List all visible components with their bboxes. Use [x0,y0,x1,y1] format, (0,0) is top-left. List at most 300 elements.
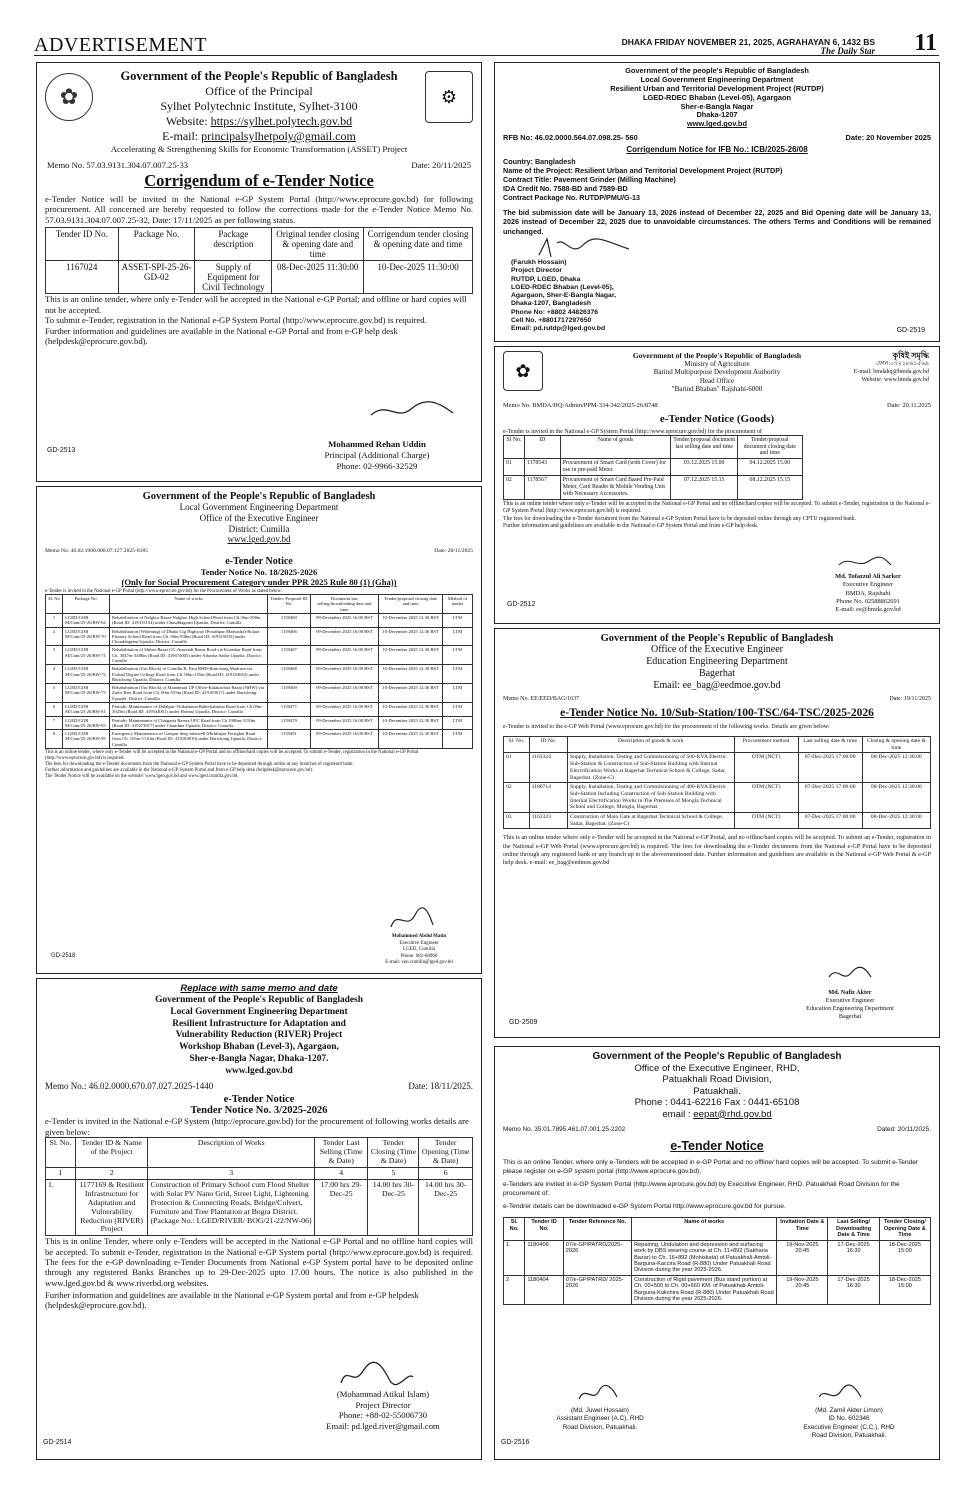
signer-name: (Md. Juwel Hossain) [571,1407,629,1414]
note: Further information and guidelines are available in the National e-GP System Portal and from e-GP help desk. [503,522,759,529]
gd-number: GD-2516 [501,1439,530,1446]
authority: Barind Multipurpose Development Authority [653,368,781,377]
cell: Construction of Rigid pavement (Bus stand portion) at Ch. 00+500 to Ch. 00+660 KM. of Patuakhali-Amtoli-Barguna-Kakchira Road (R-880) Under Patuakhali Road Division during the year 2025-2026. [632,1275,777,1304]
table-row [46,665,473,684]
ad-sylhet-polytechnic [36,62,482,482]
city: Dhaka-1207 [696,110,738,120]
cell: LTM [443,665,473,684]
tender-table [503,736,931,829]
cell: 1180406 [525,1240,563,1275]
cell: Procurement of Smart Card Based Pre-Paid Meter, Card Reader & Mobile Vending Unit with Necessary Accessories. [560,476,670,500]
section-title: ADVERTISEMENT [34,34,208,56]
cell: Periodic Maintenance of Chaigaria Barera UPC Road from Ch.1000m-3150m (Road ID: 419273017) under Chandina Upazila, District: Cumilla [110,716,268,730]
website-link[interactable]: www.lged.gov.bd [687,119,747,129]
cell: 10-December 2025 12.30 BST [379,716,443,730]
cell: 03 [504,813,530,829]
note: The Tender Notice will be available on the website: www.lged.gov.bd and www.lged.cumilla.gov.bd [45,773,238,779]
signer-name: Mohammed Abdul Matin [391,934,447,939]
table-header: Tender Closing (Time & Date) [368,1137,419,1167]
notice-title: e-Tender Notice [225,556,293,568]
tender-table [45,1137,473,1237]
cell: 1178567 [524,476,560,500]
signature-icon [835,553,895,571]
cell: 4 [314,1167,367,1179]
ad-eed-bagerhat [494,628,940,1038]
cell: 1163323 [529,813,567,829]
table-row [46,627,473,646]
cell: Periodic Maintenance of Dulalpur-Vitikalmina Baherkalmina Road from Ch.00m-3925m (Road ID: 419544001) under Homna Upazila, District: Cumilla [110,702,268,716]
cell: Rehabilitation of Nalghor Bazar-Nalghor High School Road from Ch.36m-290m (Road ID: 419315134) under Chouddagram Upazila, District: Cumilla [110,614,268,628]
notice-title: Corrigendum Notice for IFB No.: ICB/2025-26/08 [626,145,808,155]
table-header: Original tender closing & opening date and time [272,228,364,261]
signer-line: Road Division, Patuakhali. [811,1431,887,1439]
email: Email: ee_bag@eedmoe.gov.bd [653,680,781,691]
website: Website: www.bmda.gov.bd [861,376,929,383]
cell: Supply, Installation, Testing and Commissioning of 500-KVA Electric Sub-Station & Construction of Sub-Station Building with Internal Electrification Works at Bagerhat Technical School & College, Sadar, Bagerhat. (Zone-C) [568,753,735,783]
table-header: Tender Closing/ Opening Date & Time [879,1218,930,1240]
intro: e-Tender is invited in the National e-GP System Portal (http://www.eprocure.gov.bd) for the procurement of [503,428,762,435]
intro: e-Tender is invited in the National e-GP Portal (http://www.eprocure.gov.bd) for the Procurement of Works as stated below: [45,589,283,595]
office: Office of the Principal [205,84,313,98]
paper-name: The Daily Star [820,46,875,56]
cell: Emergency Maintenance of Gazipur deep tubewell-Mithilapar Ferrighat Road from Ch. 105m-1110m (Road ID: 419184010) under Burichong Upazila, District: Cumilla [110,730,268,749]
cell: 10-December 2025 12.30 BST [379,614,443,628]
table-row [504,753,931,783]
gd-number: GD-2513 [47,447,76,454]
table-row [46,646,473,665]
district: District: Cumilla [228,523,290,534]
signer-line: ID No. 602346 [828,1415,870,1423]
signer-line: Road Division, Patuakhali. [562,1423,638,1431]
cell: Supply of Equipment for Civil Technology [195,261,272,294]
table-row [46,716,473,730]
email-link[interactable]: eepat@rhd.gov.bd [693,1108,772,1120]
cell: 1159460 [268,614,311,628]
note: This is an online tender where only e-Tender will be accepted in the National e-GP Portal, and no offline/hard copies will be accepted. To submit an e-Tender, registration in the National e-GP Web Portal (www.eprocure.gov.bd) is required. The fees for downloading the e-Tender documents from the National e-GP Portal have to be deposited online through any registered bank or any branch up to the abovementioned date. Further information and guidelines are available in the National e-GP Web Portal & e-GP help desk. e-mail: ee_bag@eedmoe.gov.bd [503,834,931,866]
signature-icon [575,1383,621,1405]
cell: 04.12.2025 15.00 [738,459,803,476]
cell: 09-December 2025 16:00 BST [310,646,378,665]
table-header: Tender ID No. [525,1218,563,1240]
cell: 01 [504,753,530,783]
gd-number: GD-2514 [43,1439,72,1446]
signer-line: Phone No: +8802 44826376 [511,308,599,316]
address: Sher-e-Bangla Nagar, Dhaka-1207. [189,1053,329,1064]
signer-line: Executive Engineer [825,997,875,1005]
gd-number: GD-2509 [509,1019,538,1026]
signer-line: Assistant Engineer (A.C), RHD [556,1415,644,1423]
gov-title: Government of the People's Republic of Bangladesh [600,633,834,644]
note: To submit e-Tender, registration in the National e-GP System Portal (http://www.eprocure.gov.bd) is required. [45,315,427,326]
cell: 19-Nov-2025 20:45 [777,1240,828,1275]
table-row [504,1275,931,1304]
cell: 1159468 [268,665,311,684]
ad-rhd-patuakhali [494,1046,940,1460]
gd-number: GD-2518 [51,953,76,959]
notice-sub: (Only for Social Procurement Category under PPR 2025 Rule 80 (1) (Gha)) [121,577,397,588]
dept: Local Government Engineering Department [179,502,339,512]
intro: e-Tender Notice will be invited in the National e-GP System Portal (http://www.eprocure.gov.bd) for following procurement. All concerned are hereby requested to follow the corrections made for the e-Tender Notice Memo No. 57.03.9131.304.07.007.25-32, Date: 17/11/2025 as per following status. [45,194,473,225]
cell: LTM [443,684,473,703]
cell: 09-December 2025 16:00 BST [310,614,378,628]
cell: 14.00 hrs 30-Dec-25 [368,1179,419,1236]
cell: 08-Dec-2025 11:30:00 [272,261,364,294]
signer-line: Project Director [511,267,562,275]
project: Resilient Infrastructure for Adaptation and [172,1018,346,1029]
cell: LTM [443,730,473,749]
dept: Local Government Engineering Department [640,74,794,84]
signer-line: Email: pd.rutdp@lged.gov.bd [511,325,606,333]
cell: 10-December 2025 12.30 BST [379,684,443,703]
signer-line: LGED-RDEC Bhaban (Level-05), [511,283,614,291]
signature-icon [387,907,437,933]
address: "Barind Bhaban" Rajshahi-6000 [671,385,763,394]
project: Accelerating & Strengthening Skills for Economic Transformation (ASSET) Project [110,144,408,154]
table-header: Description of Works [148,1137,315,1167]
table-header: Document last selling/downloading date and time [310,595,378,614]
email-link[interactable]: principalsylhetpoly@gmail.com [201,129,356,143]
signer-line: BMDA, Rajshahi [845,589,891,597]
paragraph: e-Tenders are invited in e-GP System Portal (http://www.eprocure.gov.bd) by Executive Engineer, RHD, Patuakhali Road Division for the procurement of: [503,1180,900,1197]
issue-date: DHAKA FRIDAY NOVEMBER 21, 2025, AGRAHAYAN 6, 1432 BS [621,37,875,47]
cell: Rehabilitation (Uni Block) of Mainamati UP Office-Kalakachua Bazar (NHW) via Zafor Bari Road from Ch. 00m-533m (Road ID: 419183017) under Burichong Upazila, District: Cumilla [110,684,268,703]
institute: Sylhet Polytechnic Institute, Sylhet-3100 [160,99,358,113]
cell: 07.12.2025 15.15 [671,476,738,500]
cell: 1180404 [525,1275,563,1304]
cell: 1180714 [529,783,567,813]
gov-title: Government of the People's Republic of Bangladesh [142,491,376,502]
signer-line: E-mail: xen.cumilla@lged.gov.bd [385,960,453,965]
email: E-mail: bmdahq@bmda.gov.bd [853,369,929,376]
intro: e-Tender is invited in the National e-GP System (http://eprocure.gov.bd) for the procurement of following works details are given below: [45,1116,469,1137]
signer-title: Principal (Additional Charge) [324,449,430,460]
cell: 1163324 [529,753,567,783]
cell: LGED/GOB M/Cum/25-26/RW-70 [63,627,110,646]
cell: 1178543 [524,459,560,476]
cell: 09-December 2025 16:00 BST [310,684,378,703]
cell: 17-Dec-2025 16:30 [828,1275,879,1304]
table-header: Invitation Date & Time [777,1218,828,1240]
intro: e-Tender is invited to the e-GP Web Portal (www.eprocure.gov.bd) for the procurement of the following works. Details are given below: [503,724,830,730]
phone: ফোন:০৭২১৮৬১৫৬৯ [876,361,929,368]
notice-title: e-Tender Notice No. 10/Sub-Station/100-TSC/64-TSC/2025-2026 [560,707,874,719]
cell: 09-December 2025 16:00 BST [310,627,378,646]
signer-line: Dhaka-1207, Bangladesh [511,300,592,308]
cell: 1159479 [268,716,311,730]
date: Date: 20/11/2025 [434,548,473,555]
signer-name: (Md. Zamil Akter Limon) [815,1407,883,1414]
signer-name: (Farukh Hossain) [511,259,567,266]
table-header: Sl. No. [504,1218,525,1240]
table-header: Package No. [118,228,195,261]
cell: 02 [504,783,530,813]
cell: OTM (NCT) [734,783,798,813]
cell: 09-December 2025 16:00 BST [310,702,378,716]
notice-title: e-Tender Notice (Goods) [659,412,775,425]
cell: OTM (NCT) [734,813,798,829]
table-header: ID No. [529,737,567,753]
masthead [34,30,939,56]
tender-table [45,594,473,749]
note: Further information and guidelines are available in the National e-GP Portal and from e-GP help desk (helpdesk@eprocure.gov.bd). [45,325,398,347]
table-row [46,730,473,749]
cell: ASSET-SPI-25-26-GD-02 [118,261,195,294]
cell: 07/e-GP/PATRD/2025-2026 [563,1240,631,1275]
signer-line: Executive Engineer (C.C.), RHD [803,1423,895,1431]
signer-line: Executive Engineer [399,940,439,946]
date: Date: 19/11/2025 [889,696,931,702]
dept: Education Engineering Department [646,656,788,667]
note: The fees for downloading the e-Tender document from the National e-GP System Portal have to be deposited online through any CPTU registered bank. [503,515,857,522]
signer-line: Education Engineering Department [806,1005,894,1013]
cell: 2 [75,1167,148,1179]
cell: 1159491 [268,730,311,749]
signature-icon [825,963,875,985]
cell: Rehabilitation (Uni Block) of Comilla B. Para RHD-Burichong Madrasa via Ershad Degree College Road from Ch. 00m-235m (Road ID: 419184043) under Burichong Upazila, District: Cumilla [110,665,268,684]
cell: 08-Dec-2025 12:30:00 [862,783,930,813]
note: This is an online tender, where only e-Tender will be accepted in the National e-GP Portal and no offline/hard copies will be accepted. To submit e-Tender, registration in the National e-GP Portal (http://www.eprocure.gov.bd) is required. [45,749,419,761]
cell: 1159477 [268,702,311,716]
rfb: RFB No: 46.02.0000.564.07.098.25- 560 [503,133,638,143]
cell: 1 [46,1167,76,1179]
cell: 5 [368,1167,419,1179]
page-number: 11 [914,30,937,56]
cell: 2 [504,1275,525,1304]
signer-line: Executive Engineer [842,581,894,589]
office: Office of the Executive Engineer, RHD, [634,1062,800,1074]
signer-line: RUTDP, LGED, Dhaka [511,275,581,283]
table-header: Package description [195,228,272,261]
note: Further information and guidelines are available in the National e-GP System Portal and from e-GP help desk (helpdesk@eprocure.gov.bd). [45,767,314,773]
email-label: email : [662,1108,694,1120]
ad-lged-river [36,978,482,1460]
gov-title: Government of the People's Republic of Bangladesh [120,69,398,83]
cell: Rehabilitation of Shiber Bazar GC-Amratali Bazar Road via Kotashar Road from Ch. 3047m-3480m (Road ID: 419674005) under Adarsha Sadar Upazila, District: Cumilla [110,646,268,665]
table-header: Tender ID & Name of the Project [75,1137,148,1167]
memo: Memo No. 35.01.7895.461.07.001.25-2202 [503,1126,626,1133]
cell: 02 [504,476,525,500]
table-row [504,783,931,813]
table-header: Tender/proposal document last selling date and time [671,435,738,459]
cell: 09-December 2025 16:00 BST [310,716,378,730]
cell: LGED/GOB M/Cum/25-26/RW-72 [63,665,110,684]
cell: 01 [504,459,525,476]
cell: Repairing, Undulation and depression and surfacing work by DBS wearing course at Ch. 11+892 (Sakharia Bazar) to Ch. 16+892 (Mohiskata) of Patuakhali-Amtoli-Barguna-Kaccira Road (R-880) Under Patuakhali Road Division during the year 2025-2026. [632,1240,777,1275]
table-row [504,1240,931,1275]
cell: 1159466 [268,627,311,646]
cell: Construction of Main Gate at Bagerhat Technical School & College, Sadar, Bagerhat. (Zone-C) [568,813,735,829]
table-header: Sl No. [504,435,525,459]
cell: 10-December 2025 12.30 BST [379,665,443,684]
signer-line: Phone: 081-68960 [400,953,438,959]
tender-table [503,1217,931,1304]
cell: Construction of Primary School cum Flood Shelter with Solar PV Nano Grid, Street Light, Lightening Protection & Connecting Roads, Bridge/Culvert, Furniture and Tree Plantation at Bogra District. (Package No.: LGED/RIVER/ BOG/21-22/NW-06) [148,1179,315,1236]
cell: 1159467 [268,646,311,665]
cell: 18-Dec-2025 15:00 [879,1240,930,1275]
table-header: Closing & opening date & time [862,737,930,753]
cell: LTM [443,614,473,628]
memo: Memo No. 46.02.1900.000.07.127.2025-8185 [45,548,149,555]
cell: 10-December 2025 12.30 BST [379,627,443,646]
table-row [46,702,473,716]
cell: LTM [443,646,473,665]
cell: 10-Dec-2025 11:30:00 [364,261,473,294]
website-link[interactable]: www.lged.gov.bd [227,534,291,545]
gd-number: GD-2519 [896,327,925,334]
signer-name: (Mohammad Atikul Islam) [336,1389,430,1399]
date: Date: 18/11/2025. [408,1081,473,1092]
cell: 1 [46,614,63,628]
table-header: Package No. [63,595,110,614]
table-header: Tender Opening (Time & Date) [419,1137,473,1167]
replace-note: Replace with same memo and date [180,983,338,994]
table-row [46,261,473,294]
notice-title: e-Tender Notice [670,1139,764,1153]
cell: LGED/GOB M/Cum/25-26/RW-73 [63,684,110,703]
package: Contract Package No. RUTDP/PMU/G-13 [503,193,640,203]
notice-title: Corrigendum of e-Tender Notice [144,171,374,190]
seal-icon: ⚙ [425,71,473,123]
cell: 10-December 2025 12.30 BST [379,702,443,716]
table-header: Tender ID No. [46,228,119,261]
table-header: Tender/ Proposal ID No. [268,595,311,614]
gov-title: Government of the People's Republic of Bangladesh [632,351,802,360]
phone: Phone : 0441-62216 Fax : 0441-65108 [634,1097,800,1108]
division: Patuakhali Road Division, [662,1074,772,1085]
table-header: Corrigendum tender closing & opening date and time [364,228,473,261]
ad-bmda [494,346,940,624]
signature-icon [337,1361,417,1389]
emblem-icon: ✿ [45,73,93,121]
cell: LTM [443,716,473,730]
cell: LGED/GOB M/Cum/25-26/RW-71 [63,646,110,665]
cell: 03.12.2025 15.00 [671,459,738,476]
gd-number: GD-2512 [507,601,536,608]
table-header: ID [524,435,560,459]
signer-name: Md. Tofazzul Ali Sarker [835,573,901,580]
city: Patuakhali. [693,1085,741,1097]
cell: LGED/GOB M/Cum/25-26/RW-95 [63,730,110,749]
table-header: Tender Last Selling (Time & Date) [314,1137,367,1167]
city: Bagerhat [698,668,736,679]
table-header: Description of goods & work [568,737,735,753]
cell: 17.00 hrs 29-Dec-25 [314,1179,367,1236]
cell: 7 [46,716,63,730]
date: Date: 20/11/2025 [411,160,471,170]
table-row [46,1179,473,1236]
cell: 1167024 [46,261,119,294]
gov-title: Government of the people's Republic of Bangladesh [625,66,809,75]
gov-title: Government of the People's Republic of Bangladesh [155,995,363,1005]
table-header: Last Selling/ Downloading Date & Time [828,1218,879,1240]
cell: 07/e-GP/PATRD/ 2025-2026 [563,1275,631,1304]
contract-title: Contract Title: Pavement Grinder (Milling Machine) [503,175,676,185]
cell: 17-Dec-2025 16:30 [828,1240,879,1275]
cell: 5 [46,684,63,703]
cell: 1. [46,1179,76,1236]
notice-body: The bid submission date will be January 13, 2026 instead of December 22, 2025 and Bid Opening date will be January 13, 2026 instead of December 22, 2025 due to unavoidable circumstances. The others Terms and Conditions will be remained unchanged. [503,208,931,236]
signer-line: Bagerhat [838,1013,862,1021]
office: LGED-RDEC Bhaban (Level-05), Agargaon [643,92,791,102]
table-header: Sl. No [46,595,63,614]
office: Office of the Executive Engineer [651,644,783,655]
cell: 8 [46,730,63,749]
project-name: Name of the Project: Resilient Urban and Territorial Development Project (RUTDP) [503,166,783,176]
cell: LTM [443,702,473,716]
notice-title: e-Tender Notice [223,1094,295,1106]
signature-icon [815,1383,865,1405]
date: Date: 20 November 2025 [845,133,931,143]
note: This is in online Tender, where only e-Tenders will be accepted in the National e-GP Portal and no offline hard copies will be accepted. To submit e-Tender, registration in the National e-GP System portal (http://www.eprocure.gov.bd) is required. The fees for the e-GP downloading e-Tender Documents from National e-GP System portal have to be deposited online through any registered Banks Branches up to 29-Dec-2025 upto 17.00 hours. The notice is also published in the www.lged.gov.bd & www.riverbd.org websites. [45,1236,473,1288]
slogan: কৃষিই সমৃদ্ধি [892,351,929,360]
cell: 10-December 2025 12.30 BST [379,646,443,665]
signer-line: Email: pd.lged.river@gmail.com [326,1421,440,1432]
cell: 14.00 hrs 30-Dec-25 [419,1179,473,1236]
table-header: Sl. No. [46,1137,76,1167]
signer-name: Md. Nafiz Akter [828,989,872,996]
table-header: Last selling date & time [798,737,862,753]
note: The fees for downloading the e-Tender documents from the National e-GP System Portal have to be deposited through online at any branches of registered bank. [45,761,354,767]
table-header: Method of tender [443,595,473,614]
country: Country: Bangladesh [503,157,576,167]
cell: 6 [419,1167,473,1179]
table-header: Tender/proposal closing date and time [379,595,443,614]
cell: 07-Dec-2025 17:00:00 [798,813,862,829]
cell: 08-Dec-2025 12:30:00 [862,813,930,829]
address: Sher-e-Bangla Nagar [680,101,754,111]
signer-line: Cell No. +8801717297650 [511,316,592,324]
note: Further information and guidelines are available in the National e-GP System portal and from e-GP helpdesk (helpdesk@eprocure.gov.bd). [45,1289,419,1311]
table-row [504,459,803,476]
signer-line: Phone: +88-02-55006730 [338,1410,428,1421]
gov-title: Government of the People's Republic of Bangladesh [592,1051,842,1062]
table-header: Name of goods [560,435,670,459]
cell: 08.12.2025 15.15 [738,476,803,500]
cell: LGED/GOB M/Cum/25-26/RW-83 [63,716,110,730]
cell: LGED/GOB M/Cum/25-26/RW-81 [63,702,110,716]
office: Head Office [699,376,735,385]
cell: 09-December 2025 16:00 BST [310,730,378,749]
cell: 18-Dec-2025 15:00 [879,1275,930,1304]
dept: Local Government Engineering Department [170,1006,348,1017]
signature-icon [367,397,457,423]
cell: LTM [443,627,473,646]
ida-credit: IDA Credit No. 7588-BD and 7589-BD [503,184,628,194]
ministry: Ministry of Agriculture [684,360,750,368]
table-row [46,614,473,628]
cell: Supply, Installation, Testing and Commissioning of 400-KVA Electric Sub-Station Including Construction of Sub-Station Building with Internal Electrification Works in The Premises of Mongla Technical School and College, Mongla, Bagerhat. [568,783,735,813]
signer-line: Agargaon, Sher-E-Bangla Nagar, [511,292,616,300]
website-link[interactable]: https://sylhet.polytech.gov.bd [210,114,353,128]
cell: 3 [46,646,63,665]
cell: 6 [46,702,63,716]
cell: 3 [148,1167,315,1179]
cell: 19-Nov-2025 20:45 [777,1275,828,1304]
date: Dated: 20/11/2025. [877,1126,931,1133]
cell: 10-December 2025 12.30 BST [379,730,443,749]
signer-name: Mohammed Rehan Uddin [328,439,426,449]
cell: 1. [504,1240,525,1275]
cell: LGED/GOB M/Cum/25-26/RW-64 [63,614,110,628]
address: Workshop Bhaban (Level-3), Agargaon, [179,1042,339,1052]
signer-line: LGED, Cumilla [403,947,435,952]
signature-icon [535,235,635,261]
cell: 07-Dec-2025 17:00:00 [798,753,862,783]
date: Date: 20.11.2025 [887,401,931,409]
paragraph: e-Tendrer details can be downloaded e-GP System Portal http://www.eprocure.gov.bd for pursue. [503,1202,786,1210]
notice-number: Tender Notice No. 3/2025-2026 [190,1105,328,1117]
cell: 07-Dec-2025 17:00:00 [798,783,862,813]
